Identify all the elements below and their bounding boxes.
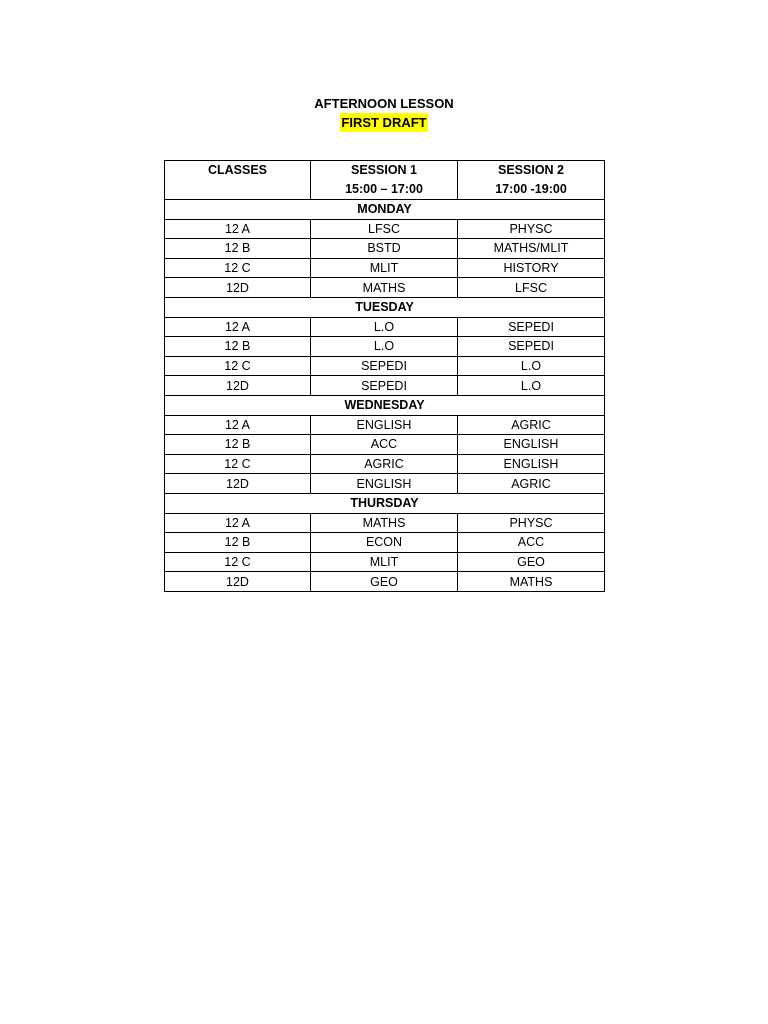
table-row [165,239,605,259]
session-2-cell: AGRIC [458,474,605,494]
table-row [165,435,605,455]
table-row [165,415,605,435]
class-cell: 12 C [165,454,311,474]
session-2-cell: ENGLISH [458,454,605,474]
class-cell: 12 B [165,239,311,259]
table-header-row [165,161,605,200]
session-1-cell: ENGLISH [311,474,458,494]
session-1-cell: MATHS [311,513,458,533]
class-cell: 12 B [165,435,311,455]
header-label: SESSION 1 [351,163,417,177]
day-heading: THURSDAY [165,493,605,513]
table-row [165,454,605,474]
class-cell: 12D [165,278,311,298]
day-row [165,493,605,513]
day-row [165,200,605,220]
day-row [165,297,605,317]
session-2-cell: MATHS/MLIT [458,239,605,259]
table-row [165,219,605,239]
header-label: SESSION 2 [498,163,564,177]
session-1-cell: SEPEDI [311,356,458,376]
session-1-cell: SEPEDI [311,376,458,396]
session-2-cell: HISTORY [458,258,605,278]
session-2-cell: GEO [458,552,605,572]
class-cell: 12 C [165,356,311,376]
header-session-1 [311,161,458,200]
table-row [165,572,605,592]
table-row [165,278,605,298]
session-2-cell: PHYSC [458,219,605,239]
session-2-cell: PHYSC [458,513,605,533]
session-2-cell: ACC [458,533,605,553]
day-heading: MONDAY [165,200,605,220]
session-1-cell: GEO [311,572,458,592]
session-1-cell: L.O [311,337,458,357]
table-row [165,513,605,533]
header-session-2 [458,161,605,200]
class-cell: 12 A [165,513,311,533]
class-cell: 12D [165,376,311,396]
session-2-cell: MATHS [458,572,605,592]
table-row [165,474,605,494]
session-2-cell: L.O [458,376,605,396]
session-2-cell: ENGLISH [458,435,605,455]
session-1-cell: AGRIC [311,454,458,474]
class-cell: 12 C [165,552,311,572]
document-subtitle: FIRST DRAFT [341,115,427,130]
table-row [165,533,605,553]
session-1-cell: MATHS [311,278,458,298]
header-classes [165,161,311,200]
table-row [165,337,605,357]
document-title-block [0,94,768,132]
header-time: 17:00 -19:00 [495,182,567,196]
header-time: 15:00 – 17:00 [345,182,423,196]
class-cell: 12D [165,474,311,494]
session-2-cell: LFSC [458,278,605,298]
class-cell: 12 C [165,258,311,278]
session-2-cell: AGRIC [458,415,605,435]
class-cell: 12 A [165,415,311,435]
class-cell: 12 A [165,317,311,337]
table-row [165,376,605,396]
class-cell: 12 B [165,533,311,553]
document-subtitle-line [0,113,768,132]
session-1-cell: L.O [311,317,458,337]
document-title: AFTERNOON LESSON [314,96,454,111]
table-row [165,317,605,337]
session-1-cell: ENGLISH [311,415,458,435]
session-1-cell: MLIT [311,552,458,572]
table-row [165,258,605,278]
header-label: CLASSES [207,163,268,177]
session-1-cell: ECON [311,533,458,553]
session-1-cell: ACC [311,435,458,455]
day-heading: TUESDAY [165,297,605,317]
class-cell: 12 B [165,337,311,357]
day-heading: WEDNESDAY [165,395,605,415]
table-row [165,552,605,572]
day-row [165,395,605,415]
session-2-cell: SEPEDI [458,317,605,337]
session-1-cell: MLIT [311,258,458,278]
session-2-cell: SEPEDI [458,337,605,357]
session-1-cell: LFSC [311,219,458,239]
class-cell: 12 A [165,219,311,239]
schedule-body [165,200,605,592]
schedule-table [164,160,605,592]
class-cell: 12D [165,572,311,592]
session-2-cell: L.O [458,356,605,376]
table-row [165,356,605,376]
session-1-cell: BSTD [311,239,458,259]
